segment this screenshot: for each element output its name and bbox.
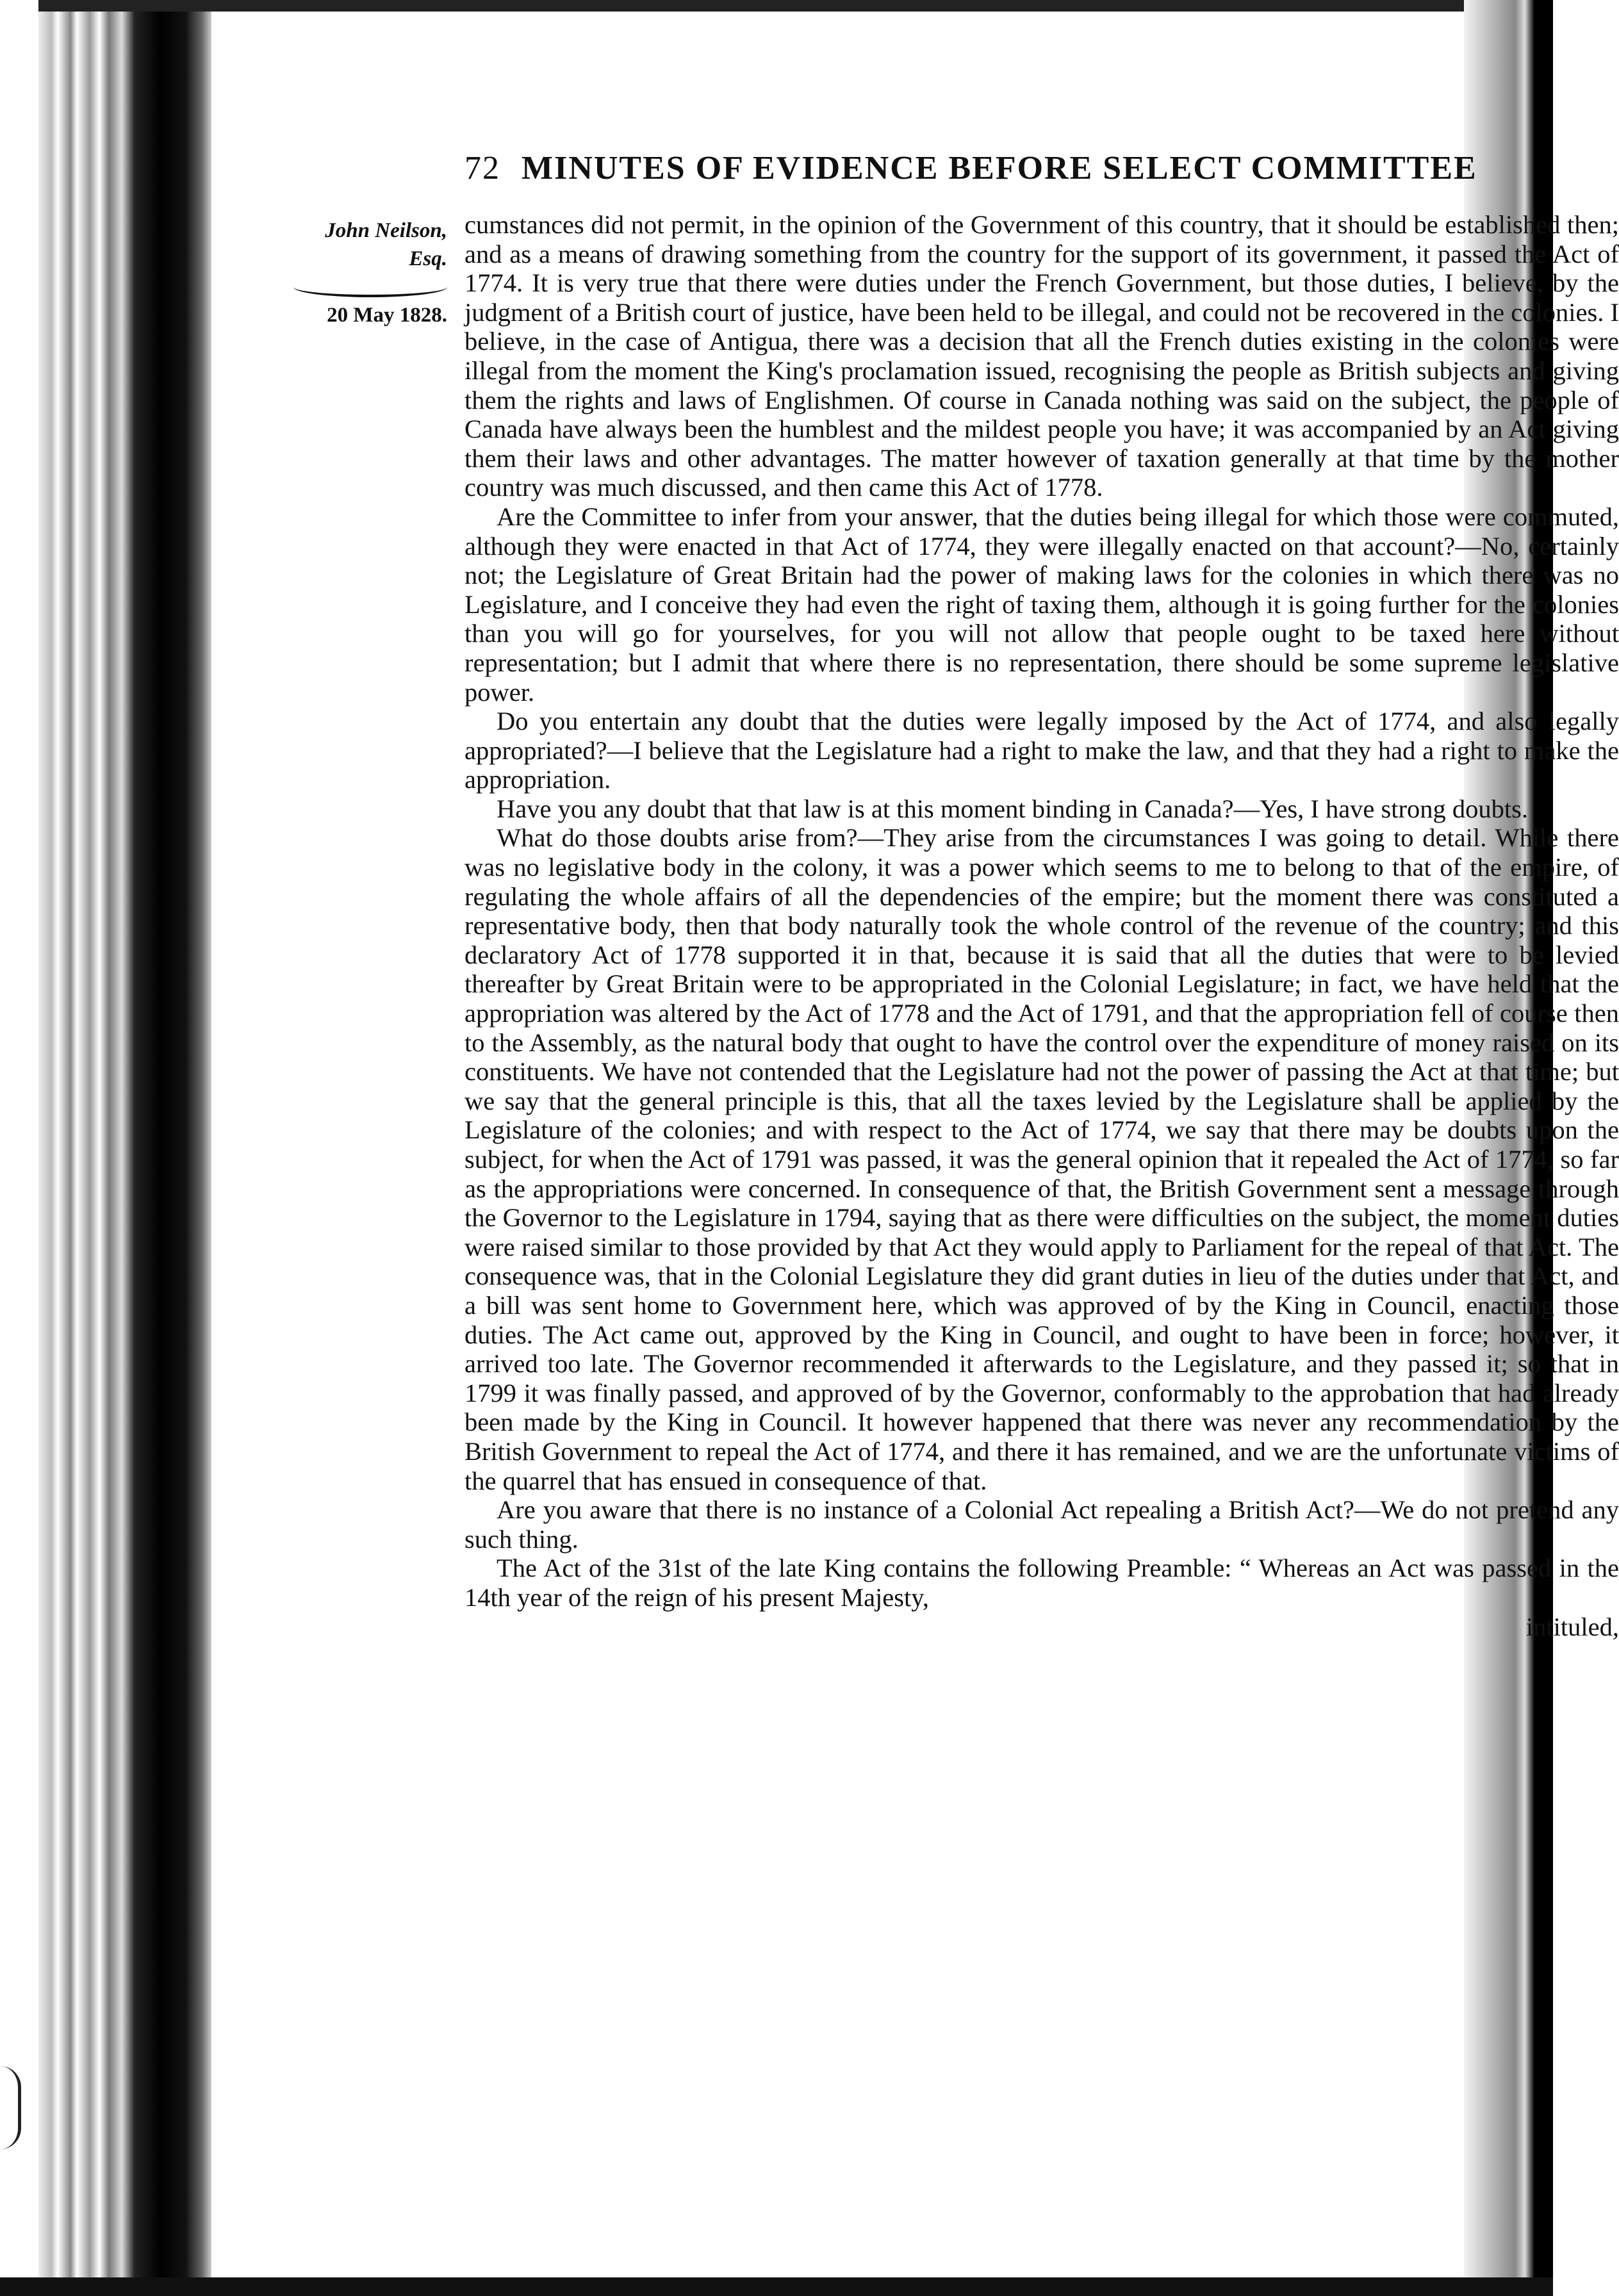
scan-left-margin — [0, 0, 38, 2296]
paragraph: Are the Committee to infer from your answer, that the duties being illegal for which those were commuted, although they were enacted in that Act of 1774, they were illegally enacted on that account?—No, certainly not; the Legislature of Great Britain had the power of making laws for the colonies in which there was no Legislature, and I conceive they had even the right of taxing them, although it is going further for the colonies than you will go for yourselves, for you will not allow that people ought to be taxed here without representation; but I admit that where there is no representation, there should be some supreme legislative power. — [464, 502, 1619, 707]
page-number: 72 — [464, 150, 500, 186]
book-page — [211, 12, 1619, 2277]
scan-bottom-border — [0, 2277, 1553, 2296]
paragraph: Do you entertain any doubt that the duties were legally imposed by the Act of 1774, and also legally appropriated?—I believe that the Legislature had a right to make the law, and that they had a right to make the appropriation. — [464, 707, 1619, 794]
paragraph: Have you any doubt that that law is at this moment binding in Canada?—Yes, I have strong doubts. — [497, 794, 1529, 823]
catchword: intituled, — [1525, 1612, 1619, 1641]
witness-name: John Neilson, — [325, 219, 447, 242]
margin-note — [211, 217, 447, 329]
running-title: MINUTES OF EVIDENCE BEFORE SELECT COMMITTEE — [522, 150, 1477, 186]
margin-brace — [293, 277, 447, 297]
scan-artifact-bracket — [0, 2066, 21, 2149]
paragraph: What do those doubts arise from?—They arise from the circumstances I was going to detail. While there was no legislative body in the colony, it was a power which seems to me to belong to that of the empire, of regulating the whole affairs of all the dependencies of the empire; but the moment there was constituted a representative body, then that body naturally took the whole control of the revenue of the country; and this declaratory Act of 1778 supported it in that, because it is said that all the duties that were to be levied thereafter by Great Britain were to be appropriated in the Colonial Legislature; in fact, we have held that the appropriation was altered by the Act of 1778 and the Act of 1791, and that the appropriation fell of course then to the Assembly, as the natural body that ought to have the control over the expenditure of money raised on its constituents. We have not contended that the Legislature had not the power of passing the Act at that time; but we say that the general principle is this, that all the taxes levied by the Legislature shall be applied by the Legislature of the colonies; and with respect to the Act of 1774, we say that there may be doubts upon the subject, for when the Act of 1791 was passed, it was the general opinion that it repealed the Act of 1774, so far as the appropriations were concerned. In consequence of that, the British Government sent a message through the Governor to the Legislature in 1794, saying that as there were difficulties on the subject, the moment duties were raised similar to those provided by that Act they would apply to Parliament for the repeal of that Act. The consequence was, that in the Colonial Legislature they did grant duties in lieu of the duties under that Act, and a bill was sent home to Government here, which was approved of by the King in Council, enacting those duties. The Act came out, approved by the King in Council, and ought to have been in force; however, it arrived too late. The Governor recommended it afterwards to the Legislature, and they passed it; so that in 1799 it was finally passed, and approved of by the Governor, conformably to the approbation that had already been made by the King in Council. It however happened that there was never any recommendation by the British Government to repeal the Act of 1774, and there it has remained, and we are the unfortunate victims of the quarrel that has ensued in consequence of that. — [464, 823, 1619, 1495]
evidence-date: 20 May 1828. — [327, 304, 447, 327]
book-gutter — [38, 12, 211, 2277]
running-header — [464, 149, 1547, 187]
witness-title: Esq. — [409, 247, 447, 270]
paragraph: The Act of the 31st of the late King contains the following Preamble: “ Whereas an Act was passed in the 14th year of the reign of his present Majesty, — [464, 1554, 1619, 1612]
paragraph: Are you aware that there is no instance of a Colonial Act repealing a British Act?—We do not pretend any such thing. — [464, 1495, 1619, 1554]
body-text — [464, 210, 1619, 1641]
scan-top-border — [38, 0, 1474, 12]
paragraph: cumstances did not permit, in the opinion of the Government of this country, that it should be established then; and as a means of drawing something from the country for the support of its government, it passed the Act of 1774. It is very true that there were duties under the French Government, but those duties, I believe, by the judgment of a British court of justice, have been held to be illegal, and could not be recovered in the colonies. I believe, in the case of Antigua, there was a decision that all the French duties existing in the colonies were illegal from the moment the King's proclamation issued, recognising the people as British subjects and giving them the rights and laws of Englishmen. Of course in Canada nothing was said on the subject, the people of Canada have always been the humblest and the mildest people you have; it was accompanied by an Act giving them their laws and other advantages. The matter however of taxation generally at that time by the mother country was much discussed, and then came this Act of 1778. — [464, 210, 1619, 502]
